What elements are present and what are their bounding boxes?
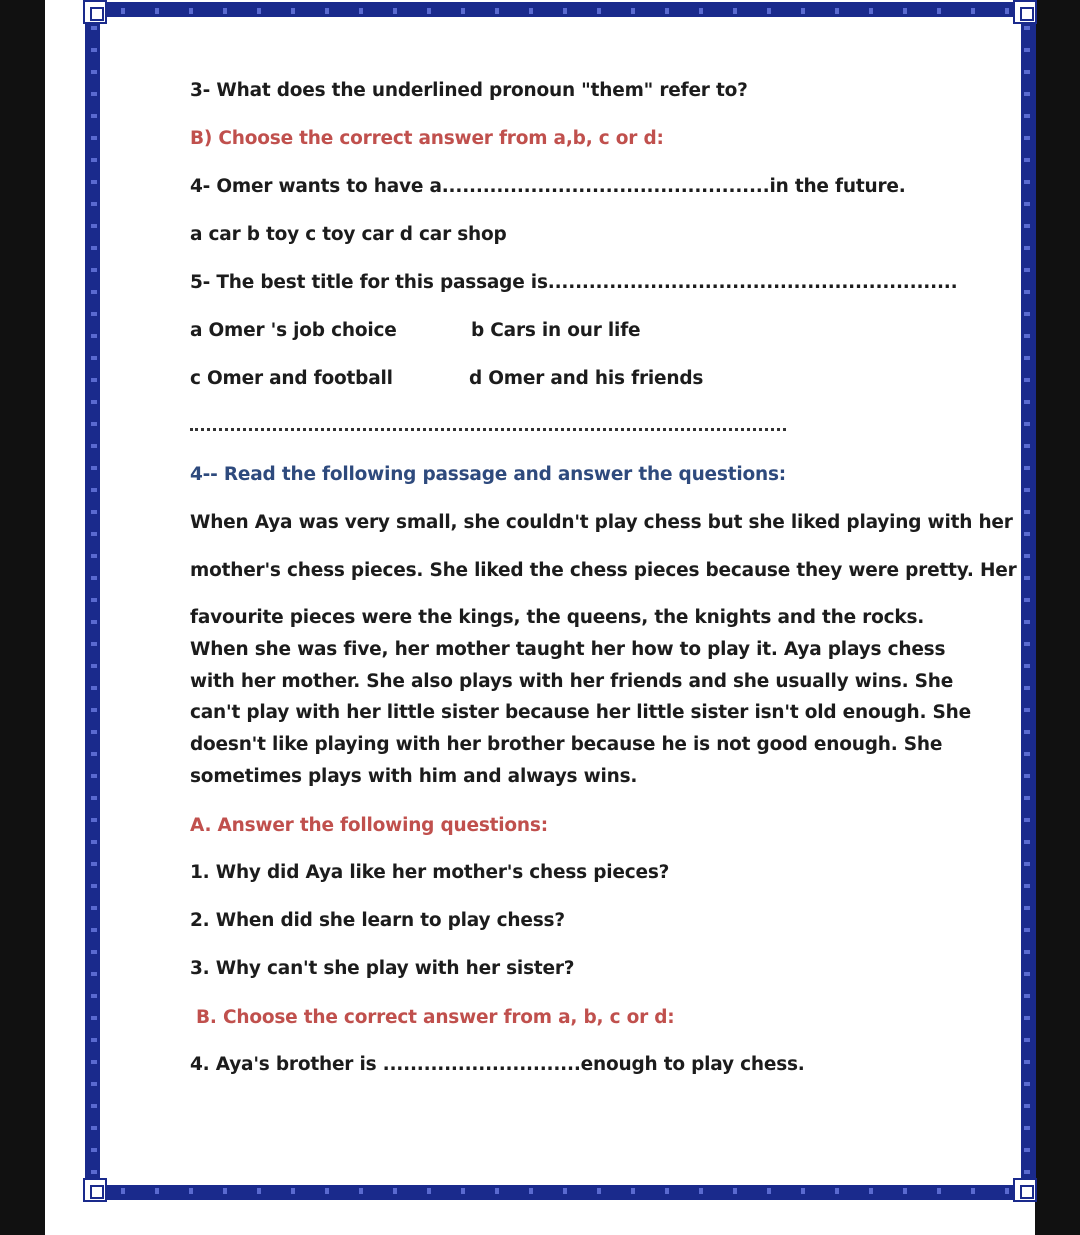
dotted-separator [190,424,786,431]
question-5-option-b: b Cars in our life [471,320,641,341]
passage-paragraph: favourite pieces were the kings, the queens, the knights and the rocks. When she was five, her mother taught her how to play it. Aya plays chess with her mother. She also plays with her friends and she usually wins. She can't play with her little sister because her little sister isn't old enough. She doesn't like playing with her brother because he is not good enough. She sometimes plays with him and always wins. [190,607,971,787]
question-5-option-a: a Omer 's job choice [190,320,397,341]
question-5: 5- The best title for this passage is............................................................ [190,272,958,293]
question-5-option-d: d Omer and his friends [469,368,704,389]
border-corner-ornament [1013,1178,1037,1202]
border-corner-ornament [83,1178,107,1202]
passage-line: When Aya was very small, she couldn't play chess but she liked playing with her [190,512,1013,533]
page-border-band [1024,8,1030,1194]
passage-heading: 4-- Read the following passage and answer the questions: [190,464,786,485]
question-4: 4- Omer wants to have a................................................in the future. [190,176,906,197]
section-b-heading: B) Choose the correct answer from a,b, c or d: [190,128,664,149]
passage-line: mother's chess pieces. She liked the chess pieces because they were pretty. Her [190,560,1017,581]
question-5-option-c: c Omer and football [190,368,393,389]
document-page [45,0,1035,1235]
part-a-heading: A. Answer the following questions: [190,815,548,836]
border-corner-ornament [1013,0,1037,24]
border-corner-ornament [83,0,107,24]
part-b-heading: B. Choose the correct answer from a, b, c or d: [196,1007,675,1028]
part-a-question-1: 1. Why did Aya like her mother's chess pieces? [190,862,670,883]
question-3: 3- What does the underlined pronoun "them" refer to? [190,80,748,101]
page-border-band [91,1188,1030,1194]
question-4-options: a car b toy c toy car d car shop [190,224,507,245]
part-a-question-2: 2. When did she learn to play chess? [190,910,565,931]
part-b-question-4: 4. Aya's brother is .............................enough to play chess. [190,1054,805,1075]
part-a-question-3: 3. Why can't she play with her sister? [190,958,575,979]
